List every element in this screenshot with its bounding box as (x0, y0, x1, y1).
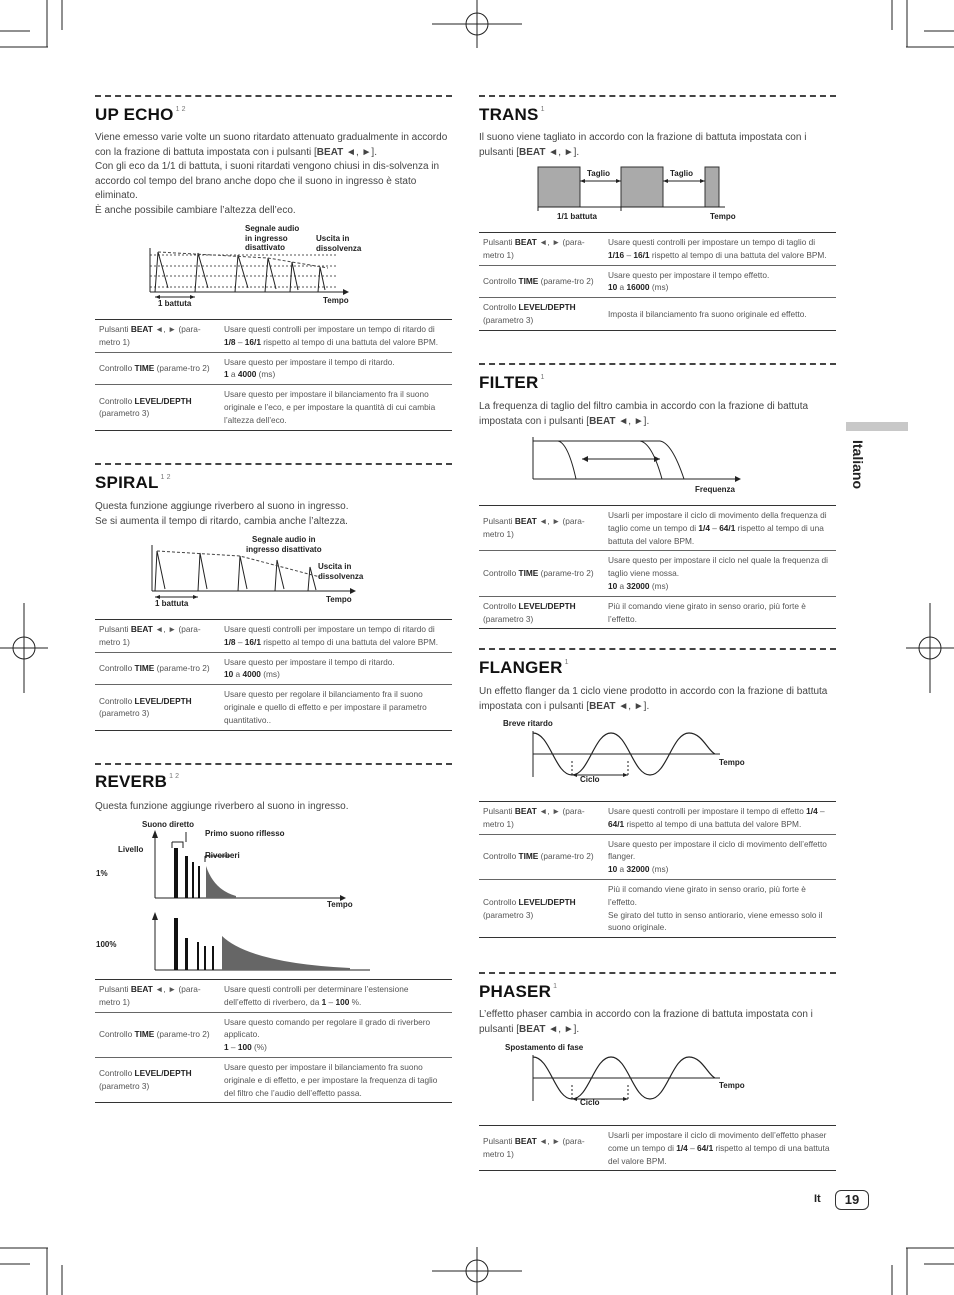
filter-label-freq: Frequenza (695, 485, 736, 494)
flanger-label-time: Tempo (719, 758, 745, 767)
table-row: Pulsanti BEAT ◄, ► (para-metro 1) Usare questi controlli per determinare l’estensione dell’effetto di riverbero, da 1 – 100 %. (95, 980, 452, 1013)
reverb-param-table (95, 979, 452, 1103)
up-echo-label-time: Tempo (323, 296, 349, 305)
reverb-title: REVERB $^1$ $^2$ (95, 772, 180, 791)
phaser-title: PHASER $^1$ (479, 982, 558, 1001)
up-echo-param-table (95, 319, 452, 431)
table-row: Pulsanti BEAT ◄, ► (para-metro 1) Usare questi controlli per impostare un tempo di taglio di 1/16 – 16/1 rispetto al tempo di una battuta del valore BPM. (479, 233, 836, 266)
spiral-param-table (95, 619, 452, 731)
phaser-label-shift: Spostamento di fase (505, 1043, 584, 1052)
filter-rule (479, 363, 836, 365)
footer-lang: It (814, 1193, 821, 1205)
flanger-label-cycle: Ciclo (580, 775, 600, 784)
table-row: Controllo LEVEL/DEPTH (parametro 3) Imposta il bilanciamento fra suono originale ed effetto. (479, 298, 836, 331)
spiral-description: Questa funzione aggiunge riverbero al suono in ingresso. Se si aumenta il tempo di ritardo, cambia anche l’altezza. (95, 501, 349, 527)
reverb-description: Questa funzione aggiunge riverbero al suono in ingresso. (95, 801, 349, 812)
spiral-label-time: Tempo (326, 595, 352, 604)
reverb-label-time: Tempo (327, 900, 353, 909)
table-row: Controllo LEVEL/DEPTH (parametro 3) Più il comando viene girato in senso orario, più forte è l’effetto. (479, 596, 836, 629)
table-row: Controllo TIME (parame-tro 2) Usare questo per impostare il ciclo di movimento dell’effetto flanger. 10 a 32000 (ms) (479, 834, 836, 879)
reverb-label-first: Primo suono riflesso (205, 829, 285, 838)
table-row: Controllo TIME (parame-tro 2) Usare questo per impostare il tempo di ritardo. 10 a 4000 (ms) (95, 652, 452, 685)
table-row: Controllo TIME (parame-tro 2) Usare questo per impostare il ciclo nel quale la frequenza di taglio viene mossa. 10 a 32000 (ms) (479, 551, 836, 596)
reverb-rule (95, 763, 452, 765)
up-echo-description: Viene emesso varie volte un suono ritardato attenuato gradualmente in accordo con la frazione di battuta impostata con i pulsanti [BEAT ◄, ►]. Con gli eco da 1/1 di battuta, i suoni ritardati vengono chiusi in dis-solvenza in accordo col tempo del brano anche dopo che il suono in ingresso è stato eliminato. È anche possibile cambiare l’altezza dell’eco. (95, 132, 448, 216)
trans-label-beat: 1/1 battuta (557, 212, 598, 221)
table-row: Pulsanti BEAT ◄, ► (para-metro 1) Usare questi controlli per impostare un tempo di ritardo di 1/8 – 16/1 rispetto al tempo di una battuta del valore BPM. (95, 320, 452, 353)
reverb-label-100pct: 100% (96, 940, 117, 949)
table-row: Controllo TIME (parame-tro 2) Usare questo per impostare il tempo effetto. 10 a 16000 (ms) (479, 265, 836, 298)
table-row: Controllo TIME (parame-tro 2) Usare questo comando per regolare il grado di riverbero applicato. 1 – 100 (%) (95, 1012, 452, 1057)
trans-label-cut-1: Taglio (587, 169, 610, 178)
reverb-label-1pct: 1% (96, 869, 108, 878)
phaser-label-time: Tempo (719, 1081, 745, 1090)
table-row: Controllo LEVEL/DEPTH (parametro 3) Usare questo per regolare il bilanciamento fra il suono originale e quello di effetto e per impostare il parametro quantitativo.. (95, 685, 452, 730)
trans-description: Il suono viene tagliato in accordo con la frazione di battuta impostata con i pulsanti [BEAT ◄, ►]. (479, 132, 807, 158)
trans-title: TRANS $^1$ (479, 105, 545, 124)
spiral-label-beat: 1 battuta (155, 599, 189, 608)
phaser-label-cycle: Ciclo (580, 1098, 600, 1107)
up-echo-label-beat: 1 battuta (158, 299, 192, 308)
filter-description: La frequenza di taglio del filtro cambia in accordo con la frazione di battuta impostata con i pulsanti [BEAT ◄, ►]. (479, 401, 809, 427)
up-echo-rule (95, 95, 452, 97)
flanger-rule (479, 648, 836, 650)
trans-label-time: Tempo (710, 212, 736, 221)
table-row: Pulsanti BEAT ◄, ► (para-metro 1) Usare questi controlli per impostare il tempo di effetto 1/4 – 64/1 rispetto al tempo di una battuta del valore BPM. (479, 802, 836, 835)
side-tab-label: Italiano (850, 440, 866, 490)
side-tab-bar (846, 422, 908, 431)
phaser-rule (479, 972, 836, 974)
flanger-description: Un effetto flanger da 1 ciclo viene prodotto in accordo con la frazione di battuta impostata con i pulsanti [BEAT ◄, ►]. (479, 686, 828, 712)
table-row: Controllo LEVEL/DEPTH (parametro 3) Usare questo per impostare il bilanciamento fra suono originale e di effetto, e per impostare la frequenza di taglio del filtro che l’audio dell’effetto passa. (95, 1057, 452, 1102)
phaser-description: L’effetto phaser cambia in accordo con la frazione di battuta impostata con i pulsanti [BEAT ◄, ►]. (479, 1009, 813, 1035)
spiral-title: SPIRAL $^1$ $^2$ (95, 473, 171, 492)
up-echo-title: UP ECHO $^1$ $^2$ (95, 105, 186, 124)
reverb-label-direct: Suono diretto (142, 820, 194, 829)
table-row: Controllo LEVEL/DEPTH (parametro 3) Più il comando viene girato in senso orario, più forte è l’effetto. Se girato del tutto in senso antiorario, viene emesso solo il suono originale. (479, 879, 836, 937)
trans-rule (479, 95, 836, 97)
flanger-param-table (479, 801, 836, 938)
up-echo-label-in: Segnale audio in ingresso disattivato (245, 224, 300, 252)
reverb-label-level: Livello (118, 845, 144, 854)
flanger-label-delay: Breve ritardo (503, 719, 553, 728)
spiral-rule (95, 463, 452, 465)
up-echo-label-out: Uscita in dissolvenza (316, 234, 362, 253)
page-number: 19 (835, 1190, 869, 1210)
flanger-title: FLANGER $^1$ (479, 658, 569, 677)
filter-param-table (479, 505, 836, 629)
filter-title: FILTER $^1$ (479, 373, 545, 392)
phaser-param-table (479, 1125, 836, 1171)
table-row: Controllo TIME (parame-tro 2) Usare questo per impostare il tempo di ritardo. 1 a 4000 (ms) (95, 352, 452, 385)
table-row: Controllo LEVEL/DEPTH (parametro 3) Usare questo per impostare il bilanciamento fra il suono originale e l’eco, e per impostare la quantità di cui cambia l’altezza dell’eco. (95, 385, 452, 430)
reverb-label-reverbs: Riverberi (205, 851, 240, 860)
table-row: Pulsanti BEAT ◄, ► (para-metro 1) Usarli per impostare il ciclo di movimento della frequenza di taglio come un tempo di 1/4 – 64/1 rispetto al tempo di una battuta del valore BPM. (479, 506, 836, 551)
table-row: Pulsanti BEAT ◄, ► (para-metro 1) Usare questi controlli per impostare un tempo di ritardo di 1/8 – 16/1 rispetto al tempo di una battuta del valore BPM. (95, 620, 452, 653)
trans-param-table (479, 232, 836, 331)
spiral-label-out: Uscita in dissolvenza (318, 562, 364, 581)
trans-label-cut-2: Taglio (670, 169, 693, 178)
table-row: Pulsanti BEAT ◄, ► (para-metro 1) Usarli per impostare il ciclo di movimento dell’effetto phaser come un tempo di 1/4 – 64/1 rispetto al tempo di una battuta del valore BPM. (479, 1126, 836, 1171)
spiral-label-in: Segnale audio in ingresso disattivato (246, 535, 322, 554)
